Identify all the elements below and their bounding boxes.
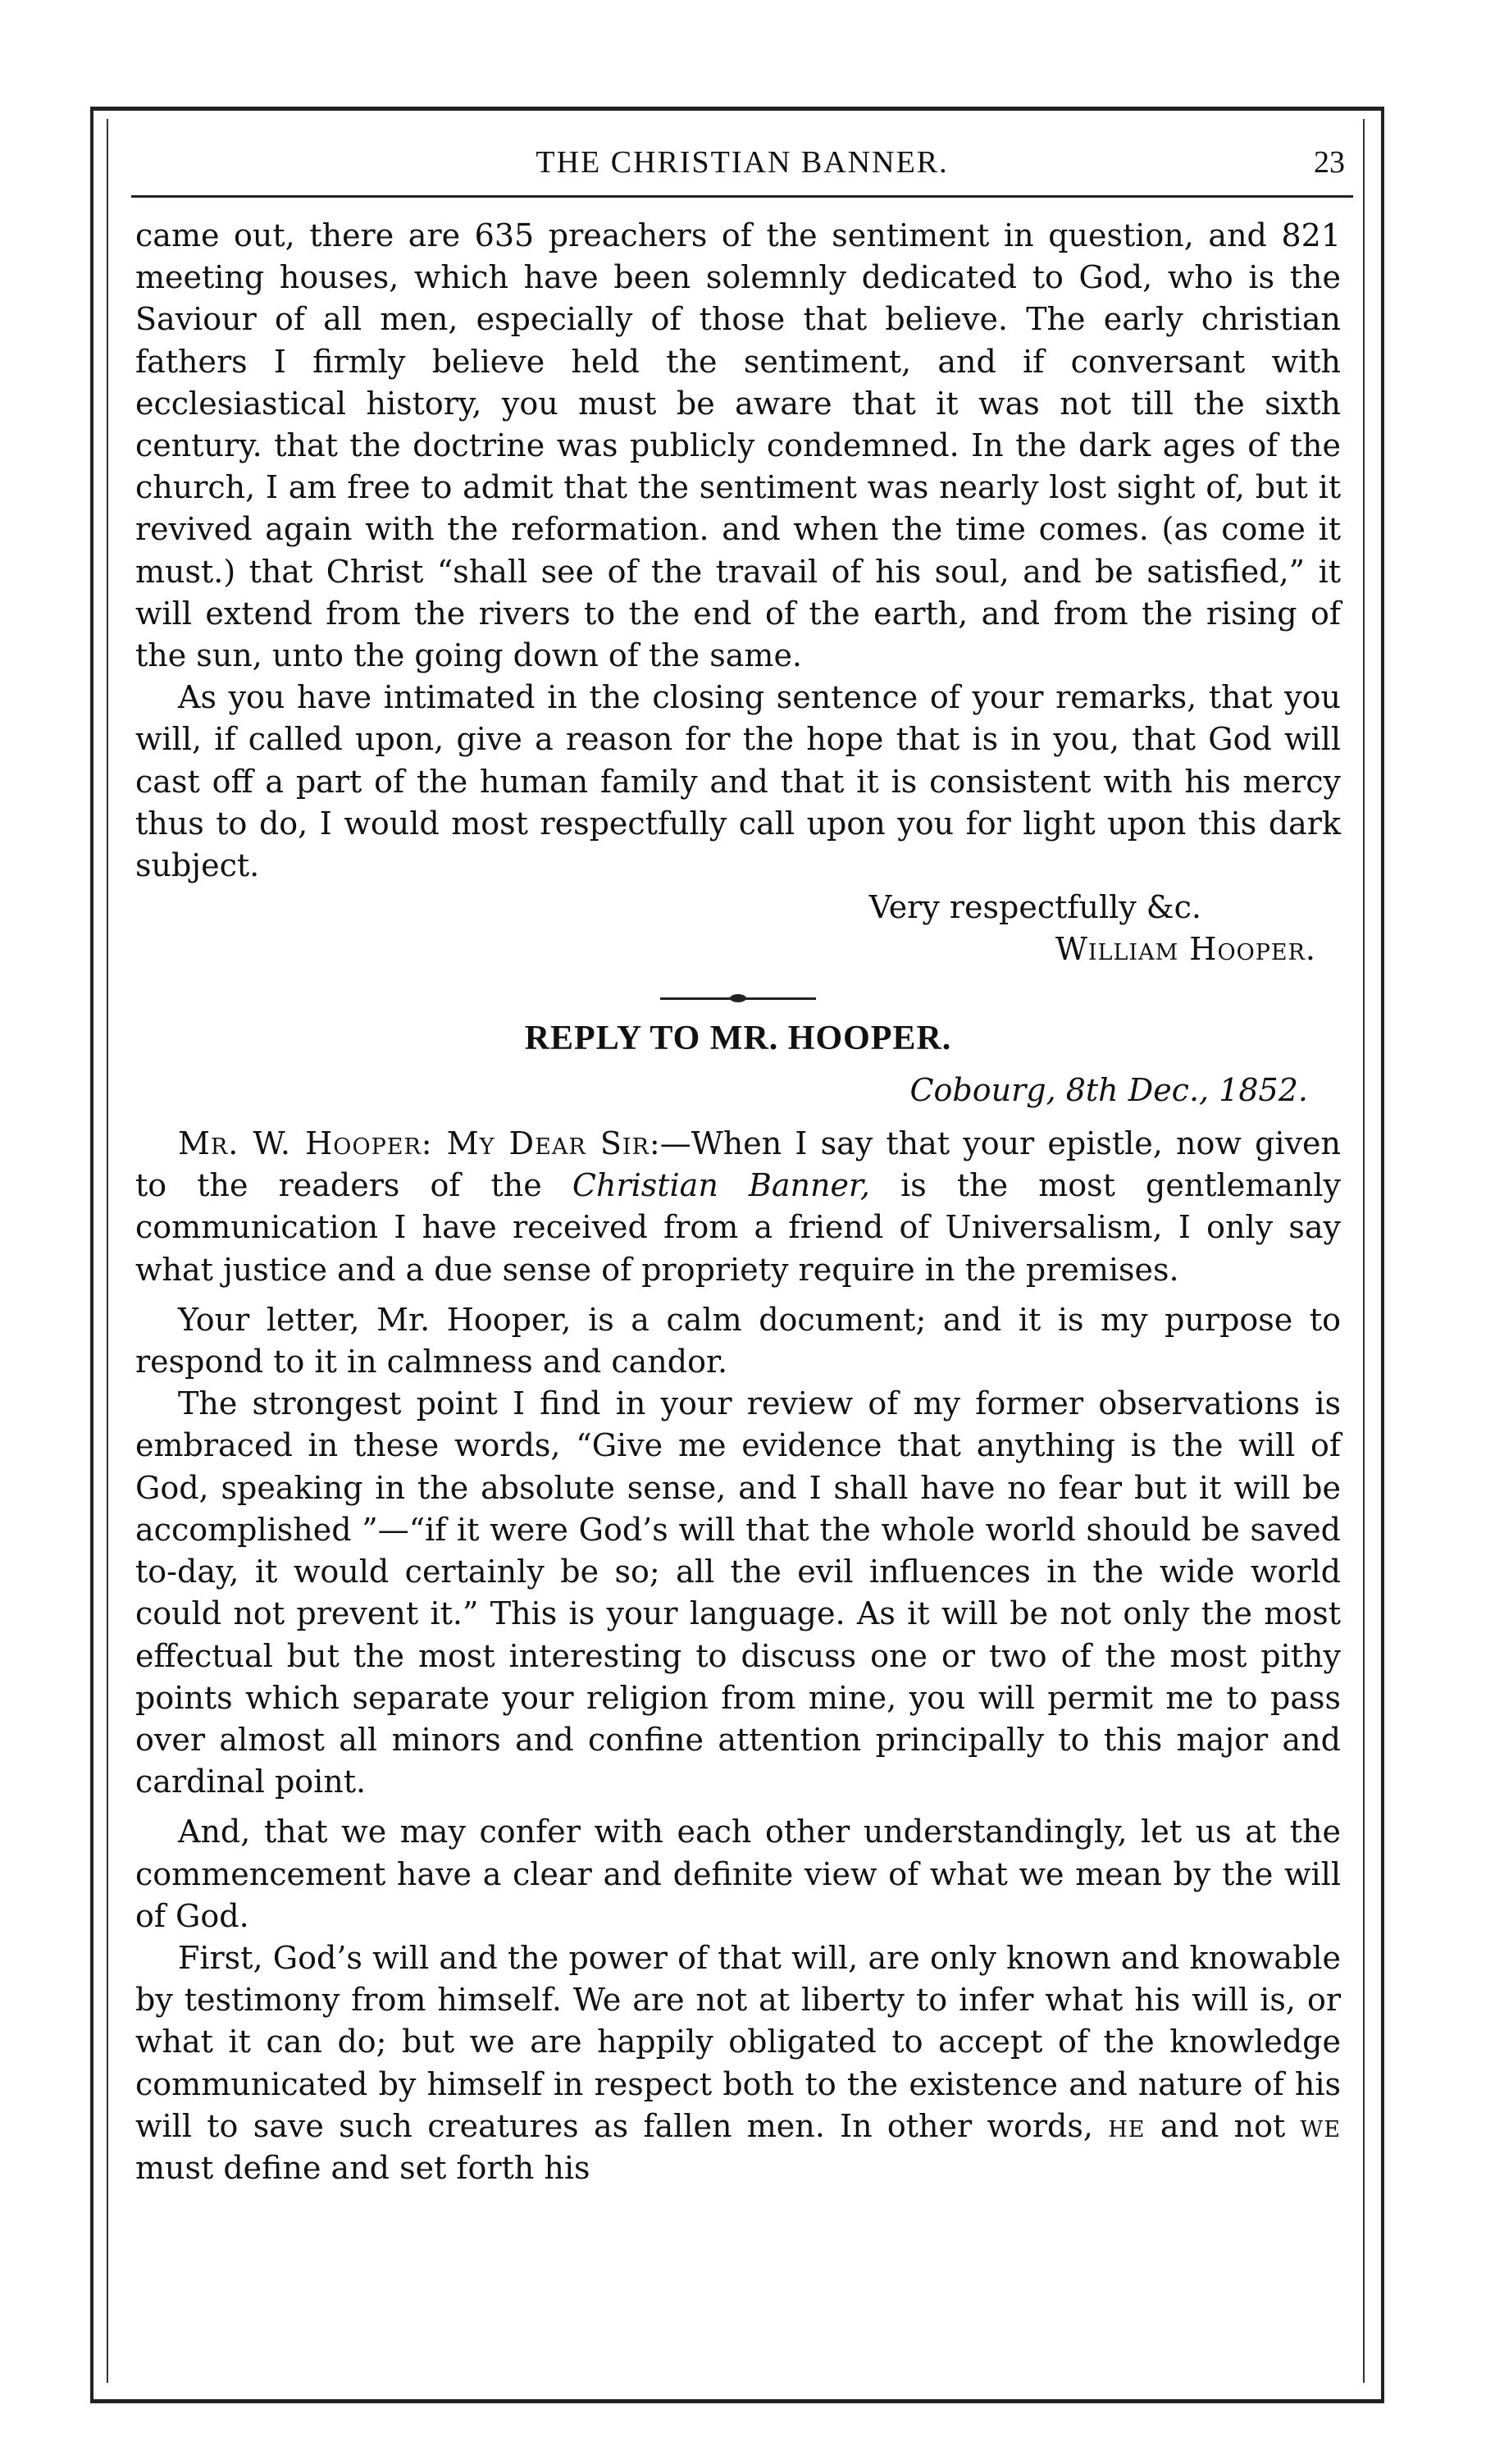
- page-header: [131, 138, 1353, 198]
- reply-text: must define and set forth his: [135, 2149, 590, 2186]
- dateline: [135, 1070, 1341, 1111]
- reply-text: First, God’s will and the power of that will, are only known and knowable by testimony from himself. We are not at liberty to infer what his will is, or what it can do; but we are happily obligated to accept of the knowledge communicated by himself in respect both to the existence and nature of his will to save such creatures as fallen men. In other words,: [135, 1939, 1341, 2144]
- reply-paragraph: [135, 1937, 1341, 2189]
- dateline-text: Cobourg, 8th Dec., 1852.: [909, 1071, 1308, 1108]
- letter-paragraph: came out, there are 635 preachers of the sentiment in question, and 821 meeting houses, which have been solemnly dedicated to God, who is the Saviour of all men, especially of those that believe. The early christian fathers I firmly believe held the sentiment, and if conversant with ecclesiastical history, you must be aware that it was not till the sixth century. that the doctrine was publicly condemned. In the dark ages of the church, I am free to admit that the sentiment was nearly lost sight of, but it revived again with the reformation. and when the time comes. (as come it must.) that Christ “shall see of the travail of his soul, and be satisfied,” it will extend from the rivers to the end of the earth, and from the rising of the sun, unto the going down of the same.: [135, 217, 1341, 674]
- reply-text: and not: [1145, 2107, 1301, 2144]
- page-number: 23: [1314, 145, 1345, 180]
- letter-closing: Very respectfully &c.: [868, 889, 1201, 926]
- reply-paragraph: The strongest point I find in your review of my former observations is embraced in these words, “Give me evidence that anything is the will of God, speaking in the absolute sense, and I shall have no fear but it will be accomplished ”—“if it were God’s will that the whole world should be saved to-day, it would certainly be so; all the evil influences in the wide world could not prevent it.” This is your language. As it will be not only the most effectual but the most interesting to discuss one or two of the most pithy points which separate your religion from mine, you will permit me to pass over almost all minors and confine attention principally to this major and cardinal point.: [135, 1385, 1341, 1800]
- emphasis-we: we: [1300, 2107, 1341, 2144]
- reply-paragraph: Your letter, Mr. Hooper, is a calm document; and it is my purpose to respond to it in calmness and candor.: [135, 1301, 1341, 1380]
- letter-paragraph: As you have intimated in the closing sentence of your remarks, that you will, if called upon, give a reason for the hope that is in you, that God will cast off a part of the human family and that it is consistent with his mercy thus to do, I would most respectfully call upon you for light upon this dark subject.: [135, 679, 1341, 884]
- reply-paragraph: [135, 1123, 1341, 1291]
- emphasis-he: he: [1108, 2107, 1146, 2144]
- letter-signature: William Hooper.: [1055, 931, 1316, 968]
- salutation: Mr. W. Hooper: My Dear Sir: [178, 1125, 650, 1162]
- page-body: [135, 215, 1341, 2189]
- article-title: REPLY TO MR. HOOPER.: [524, 1019, 952, 1057]
- reply-text: :—When I say that your epistle, now given to the readers of the: [135, 1125, 1342, 1204]
- reply-text: is the most gentlemanly communication I have received from a friend of Universalism, I only say what justice and a due sense of propriety require in the premises.: [135, 1167, 1341, 1288]
- reply-paragraph: And, that we may confer with each other understandingly, let us at the commencement have a clear and definite view of what we mean by the will of God.: [135, 1814, 1341, 1934]
- section-divider: [660, 997, 816, 1000]
- publication-name: Christian Banner,: [572, 1167, 871, 1204]
- running-title: THE CHRISTIAN BANNER.: [536, 145, 949, 180]
